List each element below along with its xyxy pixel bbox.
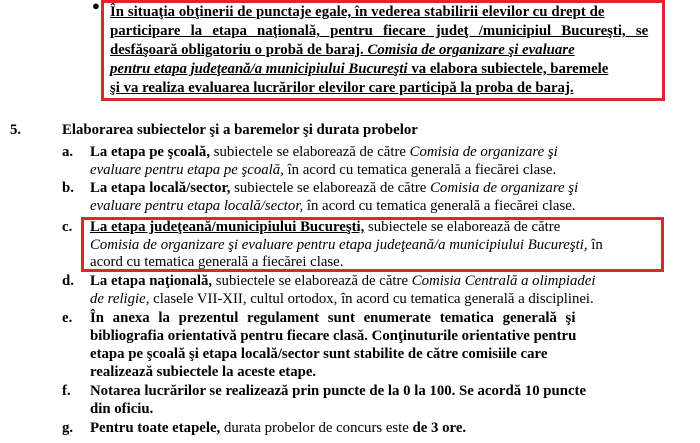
item-g-duration: de 3 ore.: [412, 420, 467, 436]
item-e-letter: e.: [62, 310, 73, 326]
baraj-commission-name: Comisia de organizare şi evaluare: [367, 42, 575, 58]
item-b-line-1: [90, 180, 578, 197]
bullet-icon: ●: [92, 0, 100, 13]
item-e-line-3: etapa pe şcoală şi etapa locală/sector sunt stabilite de către comisiile care: [90, 346, 548, 362]
item-c-commission: Comisia de organizare şi evaluare pentru etapa judeţeană/a municipiului Bucureşti,: [90, 237, 588, 253]
item-e-line-2: bibliografia orientativă pentru fiecare clasă. Conţinuturile orientative pentru: [90, 328, 577, 344]
baraj-line-5: şi va realiza evaluarea lucrărilor elevilor care participă la proba de baraj.: [110, 80, 574, 96]
section-title: Elaborarea subiectelor şi a baremelor şi durata probelor: [62, 122, 418, 138]
item-c-line-2: [90, 237, 603, 254]
item-f-line-2: din oficiu.: [90, 401, 154, 417]
baraj-line-4-bold: va elabora subiectele, baremele: [411, 61, 609, 77]
baraj-line-2: participare la etapa naţională, pentru fiecare judeţ /municipiul Bucureşti, se: [110, 23, 649, 39]
item-d-religion: de religie: [90, 291, 146, 307]
item-c-stage: La etapa judeţeană/municipiului Bucureşti,: [90, 219, 365, 235]
item-e-line-4: realizează subiectele la aceste etape.: [90, 364, 317, 380]
item-c-line-1: [90, 219, 560, 236]
item-b-commission-cont: evaluare pentru etapa locală/sector,: [90, 198, 304, 214]
item-d-line-1: [90, 273, 595, 290]
item-b-letter: b.: [62, 180, 74, 196]
baraj-line-4: [110, 61, 608, 78]
item-b-commission: Comisia de organizare şi: [430, 180, 579, 196]
baraj-line-3-bold: desfăşoară obligatoriu o probă de baraj.: [110, 42, 364, 58]
item-c-letter: c.: [62, 219, 73, 235]
item-a-stage: La etapa pe şcoală,: [90, 144, 211, 160]
item-b-stage: La etapa locală/sector,: [90, 180, 231, 196]
item-c-line-3: acord cu tematica generală a fiecărei clase.: [90, 254, 344, 270]
baraj-line-1: În situaţia obţinerii de punctaje egale, în vederea stabilirii elevilor cu drept de: [110, 4, 605, 20]
item-a-line-2: [90, 162, 556, 179]
item-a-line-1: [90, 144, 558, 161]
item-d-text-2: , clasele VII-XII, cultul ortodox, în acord cu tematica generală a disciplinei.: [145, 291, 594, 307]
baraj-commission-name-cont: pentru etapa judeţeană/a municipiului Bucureşti: [110, 61, 408, 77]
item-e-line-1: În anexa la prezentul regulament sunt enumerate tematica generală şi: [90, 310, 576, 326]
item-g-line-1: [90, 420, 466, 437]
item-f-letter: f.: [62, 383, 71, 399]
item-b-text-1: subiectele se elaborează de către: [230, 180, 431, 196]
item-b-text-2: în acord cu tematica generală a fiecărei clase.: [303, 198, 576, 214]
item-a-text-2: în acord cu tematica generală a fiecărei clase.: [283, 162, 557, 178]
item-b-line-2: [90, 198, 575, 215]
item-g-letter: g.: [62, 420, 74, 436]
item-c-text-1: subiectele se elaborează de către: [364, 219, 561, 235]
baraj-line-3: [110, 42, 575, 59]
item-g-text: durata probelor de concurs este: [220, 420, 413, 436]
item-a-commission: Comisia de organizare şi: [409, 144, 558, 160]
item-d-letter: d.: [62, 273, 74, 289]
item-d-stage: La etapa naţională,: [90, 273, 213, 289]
item-c-text-2: în: [587, 237, 603, 253]
item-a-commission-cont: evaluare pentru etapa pe şcoală,: [90, 162, 284, 178]
item-f-line-1: Notarea lucrărilor se realizează prin puncte de la 0 la 100. Se acordă 10 puncte: [90, 383, 587, 399]
item-a-letter: a.: [62, 144, 74, 160]
item-d-text-1: subiectele se elaborează de către: [212, 273, 412, 289]
item-d-line-2: [90, 291, 594, 308]
item-d-commission: Comisia Centrală a olimpiadei: [411, 273, 596, 289]
item-g-stages: Pentru toate etapele,: [90, 420, 221, 436]
item-a-text-1: subiectele se elaborează de către: [210, 144, 410, 160]
section-number: 5.: [10, 122, 22, 138]
